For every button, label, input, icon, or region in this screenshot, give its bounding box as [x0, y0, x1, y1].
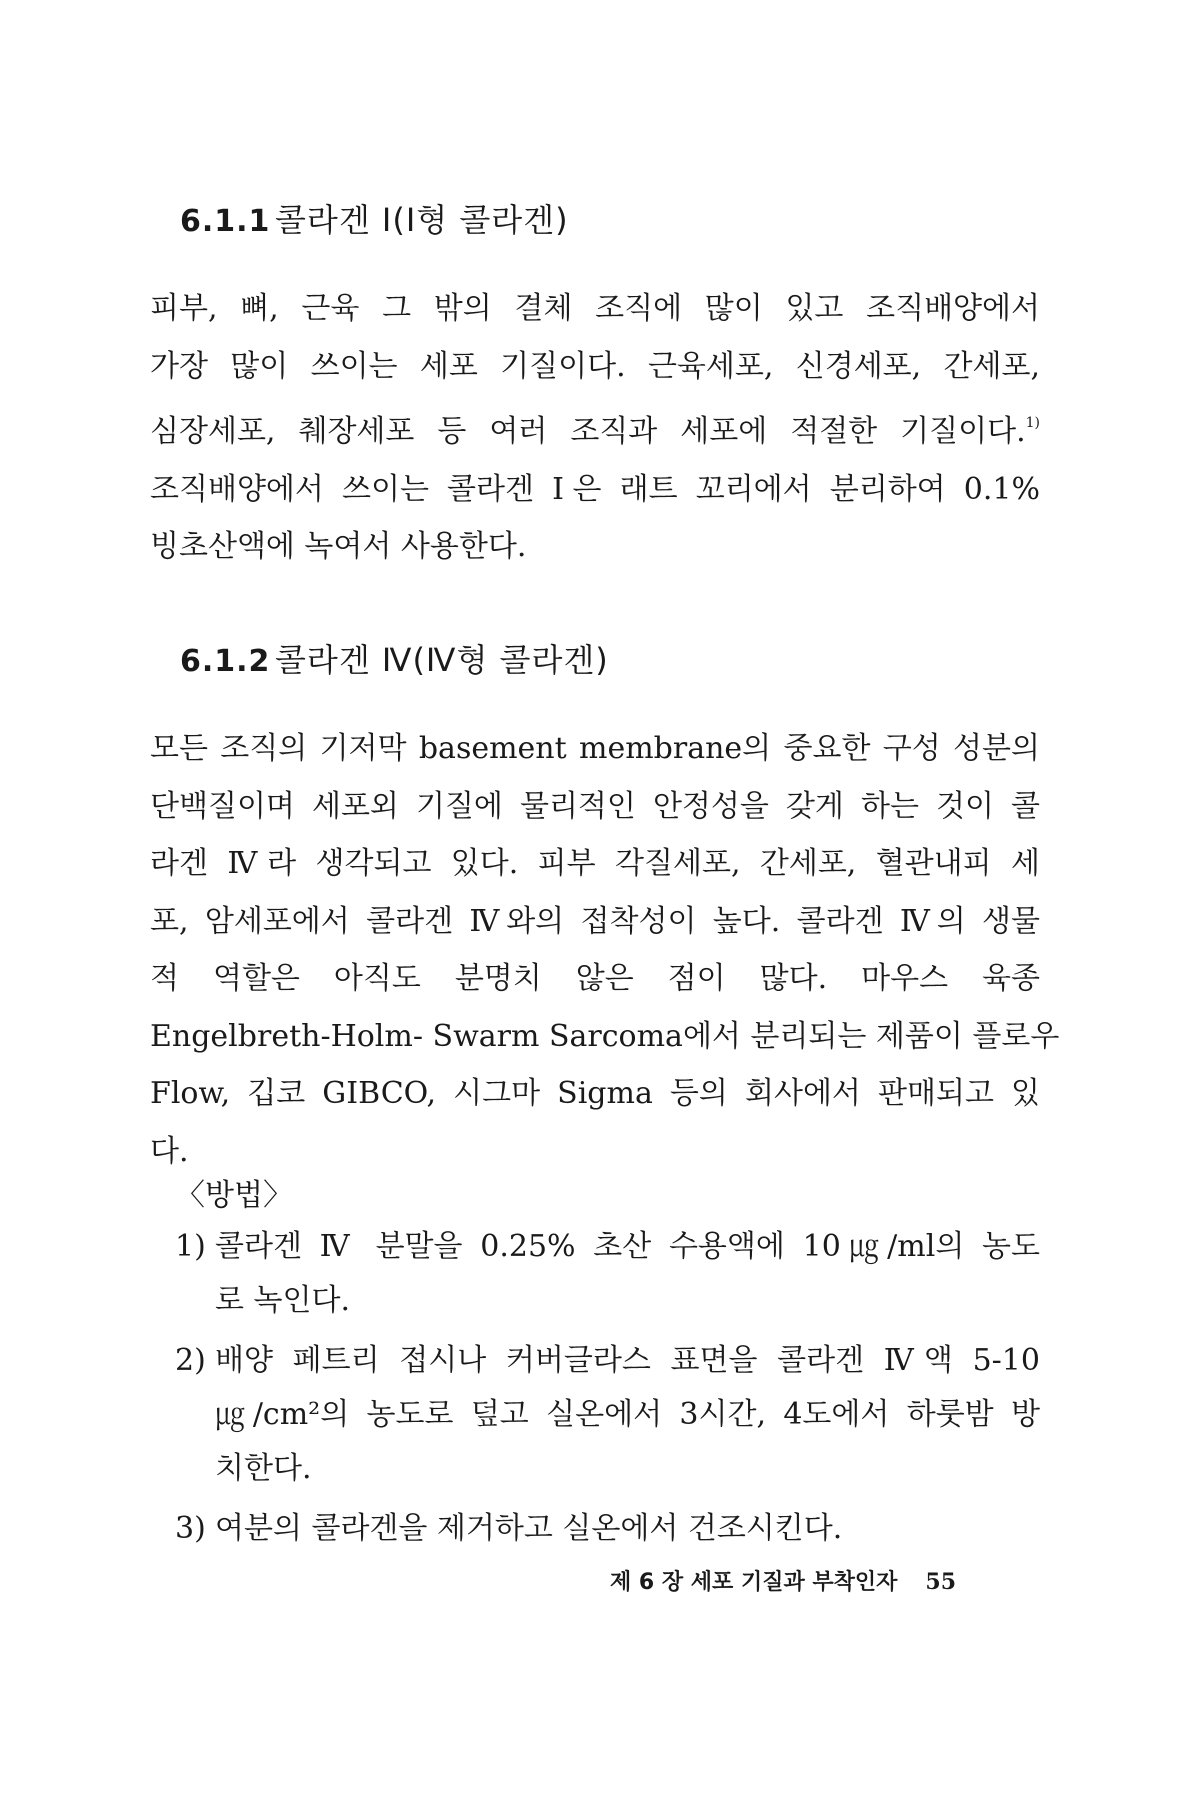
step-marker: 3): [175, 1511, 206, 1546]
section-number: 6.1.1: [180, 204, 271, 239]
step-marker: 1): [175, 1229, 206, 1264]
section-number: 6.1.2: [180, 644, 271, 679]
method-label: 〈방법〉: [175, 1178, 293, 1213]
section-heading-6-1-1: [180, 195, 569, 241]
page-footer: [610, 1565, 956, 1596]
paragraph-line: 단백질이며 세포외 기질에 물리적인 안정성을 갖게 하는 것이 콜: [150, 788, 1040, 824]
footnote-reference: 1): [1025, 415, 1040, 431]
paragraph-line: 조직배양에서 쓰이는 콜라겐 Ⅰ은 래트 꼬리에서 분리하여 0.1%: [150, 471, 1040, 507]
paragraph-line-text: 심장세포, 췌장세포 등 여러 조직과 세포에 적절한 기질이다.: [150, 414, 1026, 449]
paragraph-line: 가장 많이 쓰이는 세포 기질이다. 근육세포, 신경세포, 간세포,: [150, 348, 1040, 384]
step-line: ㎍/cm²의 농도로 덮고 실온에서 3시간, 4도에서 하룻밤 방: [215, 1397, 1040, 1432]
section-paragraph-6-1-2: [150, 720, 1060, 1180]
step-marker: 2): [175, 1343, 206, 1378]
paragraph-line: Flow, 깁코 GIBCO, 시그마 Sigma 등의 회사에서 판매되고 있: [150, 1076, 1040, 1111]
paragraph-line: 모든 조직의 기저막 basement membrane의 중요한 구성 성분의: [150, 731, 1040, 766]
paragraph-line: 적 역할은 아직도 분명치 않은 점이 많다. 마우스 육종: [150, 961, 1040, 996]
method-step: [175, 1220, 1040, 1328]
section-title: 콜라겐 Ⅰ(Ⅰ형 콜라겐): [275, 201, 569, 239]
paragraph-line: Engelbreth-Holm- Swarm Sarcoma에서 분리되는 제품이 플로우: [150, 1018, 1060, 1054]
section-title: 콜라겐 Ⅳ(Ⅳ형 콜라겐): [275, 641, 609, 679]
chapter-title: 제 6 장 세포 기질과 부착인자: [610, 1570, 898, 1595]
paragraph-line: 피부, 뼈, 근육 그 밖의 결체 조직에 많이 있고 조직배양에서: [150, 291, 1040, 326]
page-number: 55: [925, 1569, 957, 1595]
method-steps: [175, 1220, 1040, 1562]
step-line: 여분의 콜라겐을 제거하고 실온에서 건조시킨다.: [215, 1511, 843, 1546]
section-paragraph-6-1-1: [150, 280, 1040, 576]
step-line: 콜라겐 Ⅳ 분말을 0.25% 초산 수용액에 10㎍/ml의 농도: [215, 1229, 1040, 1264]
step-line: 로 녹인다.: [215, 1283, 350, 1318]
paragraph-line: 다.: [150, 1133, 189, 1169]
section-heading-6-1-2: [180, 635, 609, 681]
step-line: 치한다.: [215, 1451, 312, 1486]
paragraph-line: [150, 395, 1040, 461]
step-line: 배양 페트리 접시나 커버글라스 표면을 콜라겐 Ⅳ액 5-10: [215, 1343, 1040, 1378]
method-step: [175, 1502, 1040, 1556]
paragraph-line: 포, 암세포에서 콜라겐 Ⅳ와의 접착성이 높다. 콜라겐 Ⅳ의 생물: [150, 903, 1040, 939]
method-step: [175, 1334, 1040, 1496]
paragraph-line: 빙초산액에 녹여서 사용한다.: [150, 529, 527, 564]
paragraph-line: 라겐 Ⅳ라 생각되고 있다. 피부 각질세포, 간세포, 혈관내피 세: [150, 846, 1040, 881]
